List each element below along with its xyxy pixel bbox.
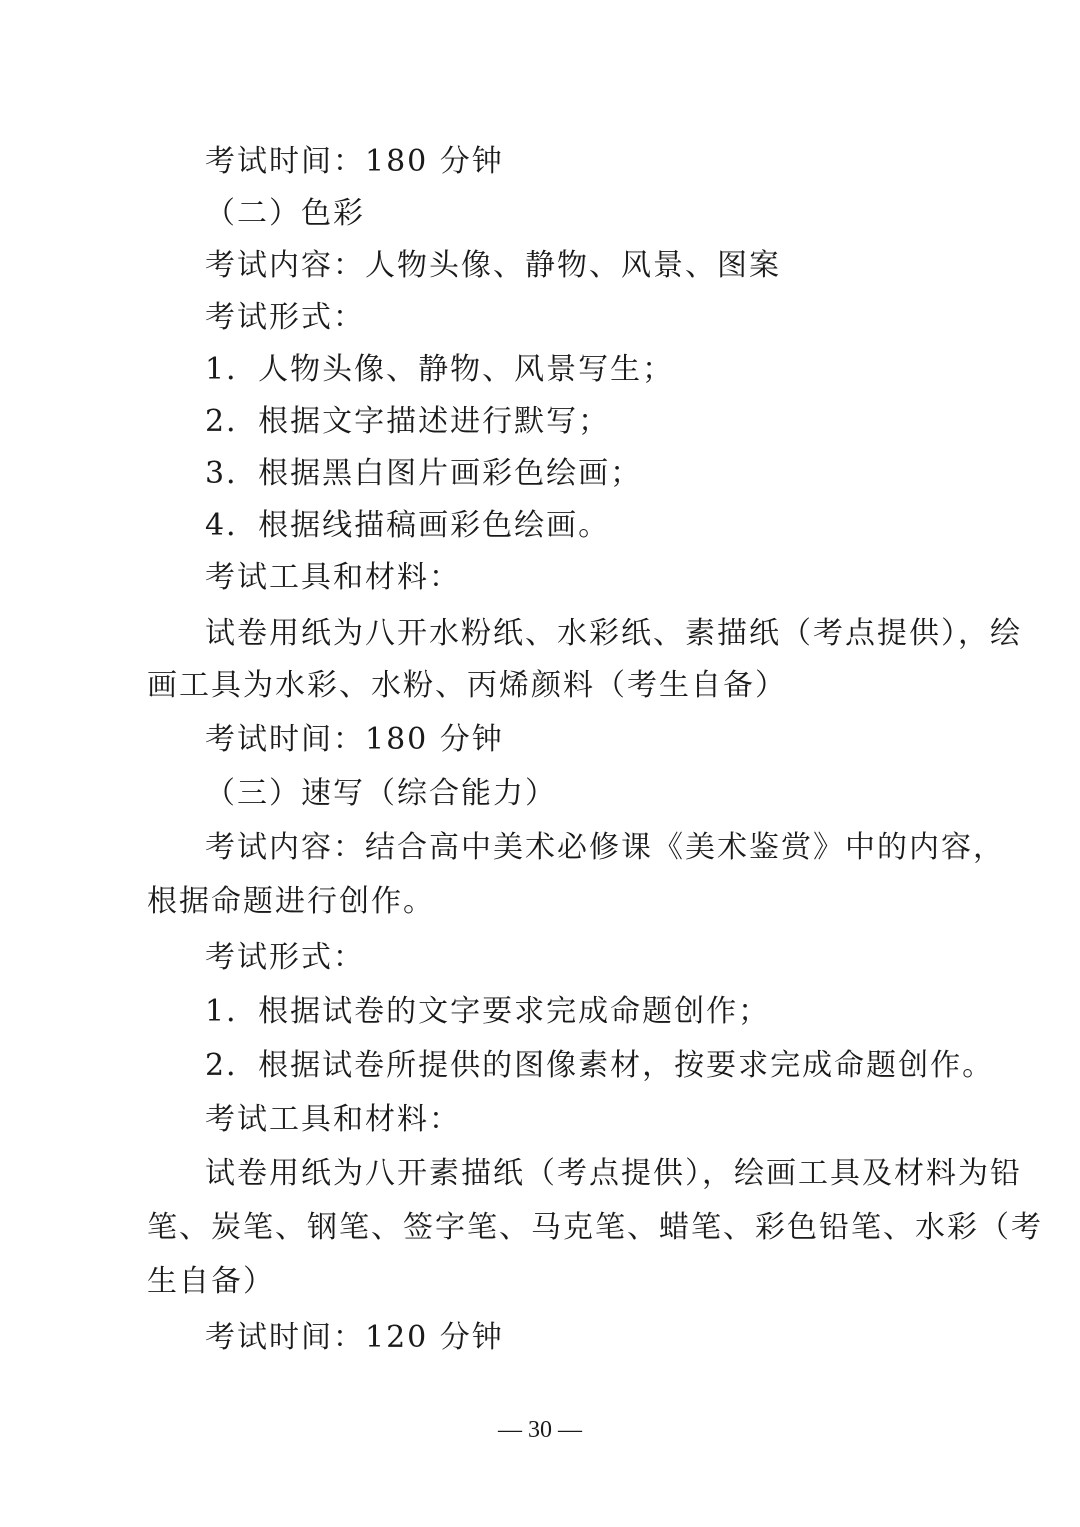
exam-time-sketch: 考试时间：180 分钟 (205, 144, 504, 179)
quick-sketch-tools-line-1: 试卷用纸为八开素描纸（考点提供），绘画工具及材料为铅 (205, 1156, 1022, 1191)
exam-content-quick-sketch-line-2: 根据命题进行创作。 (147, 884, 435, 919)
color-format-item-3: 3．根据黑白图片画彩色绘画； (205, 456, 643, 491)
exam-format-label-color: 考试形式： (205, 300, 365, 335)
color-format-item-2: 2．根据文字描述进行默写； (205, 404, 611, 439)
color-tools-text-line-1: 试卷用纸为八开水粉纸、水彩纸、素描纸（考点提供），绘 (205, 616, 1022, 651)
exam-format-label-quick-sketch: 考试形式： (205, 940, 365, 975)
quick-sketch-tools-line-2: 笔、炭笔、钢笔、签字笔、马克笔、蜡笔、彩色铅笔、水彩（考 (147, 1210, 1043, 1245)
quick-sketch-tools-line-3: 生自备） (147, 1264, 275, 1299)
exam-tools-label-color: 考试工具和材料： (205, 560, 461, 595)
exam-tools-label-quick-sketch: 考试工具和材料： (205, 1102, 461, 1137)
quick-sketch-format-item-1: 1．根据试卷的文字要求完成命题创作； (205, 994, 771, 1029)
quick-sketch-format-item-2: 2．根据试卷所提供的图像素材，按要求完成命题创作。 (205, 1048, 995, 1083)
color-tools-text-line-2: 画工具为水彩、水粉、丙烯颜料（考生自备） (147, 668, 787, 703)
color-format-item-1: 1．人物头像、静物、风景写生； (205, 352, 675, 387)
page-number: — 30 — (498, 1417, 582, 1443)
exam-content-color: 考试内容：人物头像、静物、风景、图案 (205, 248, 781, 283)
exam-time-quick-sketch: 考试时间：120 分钟 (205, 1320, 504, 1355)
exam-content-quick-sketch-line-1: 考试内容：结合高中美术必修课《美术鉴赏》中的内容， (205, 830, 1005, 865)
section-heading-color: （二）色彩 (205, 196, 365, 231)
color-format-item-4: 4．根据线描稿画彩色绘画。 (205, 508, 611, 543)
section-heading-quick-sketch: （三）速写（综合能力） (205, 776, 557, 811)
exam-time-color: 考试时间：180 分钟 (205, 722, 504, 757)
